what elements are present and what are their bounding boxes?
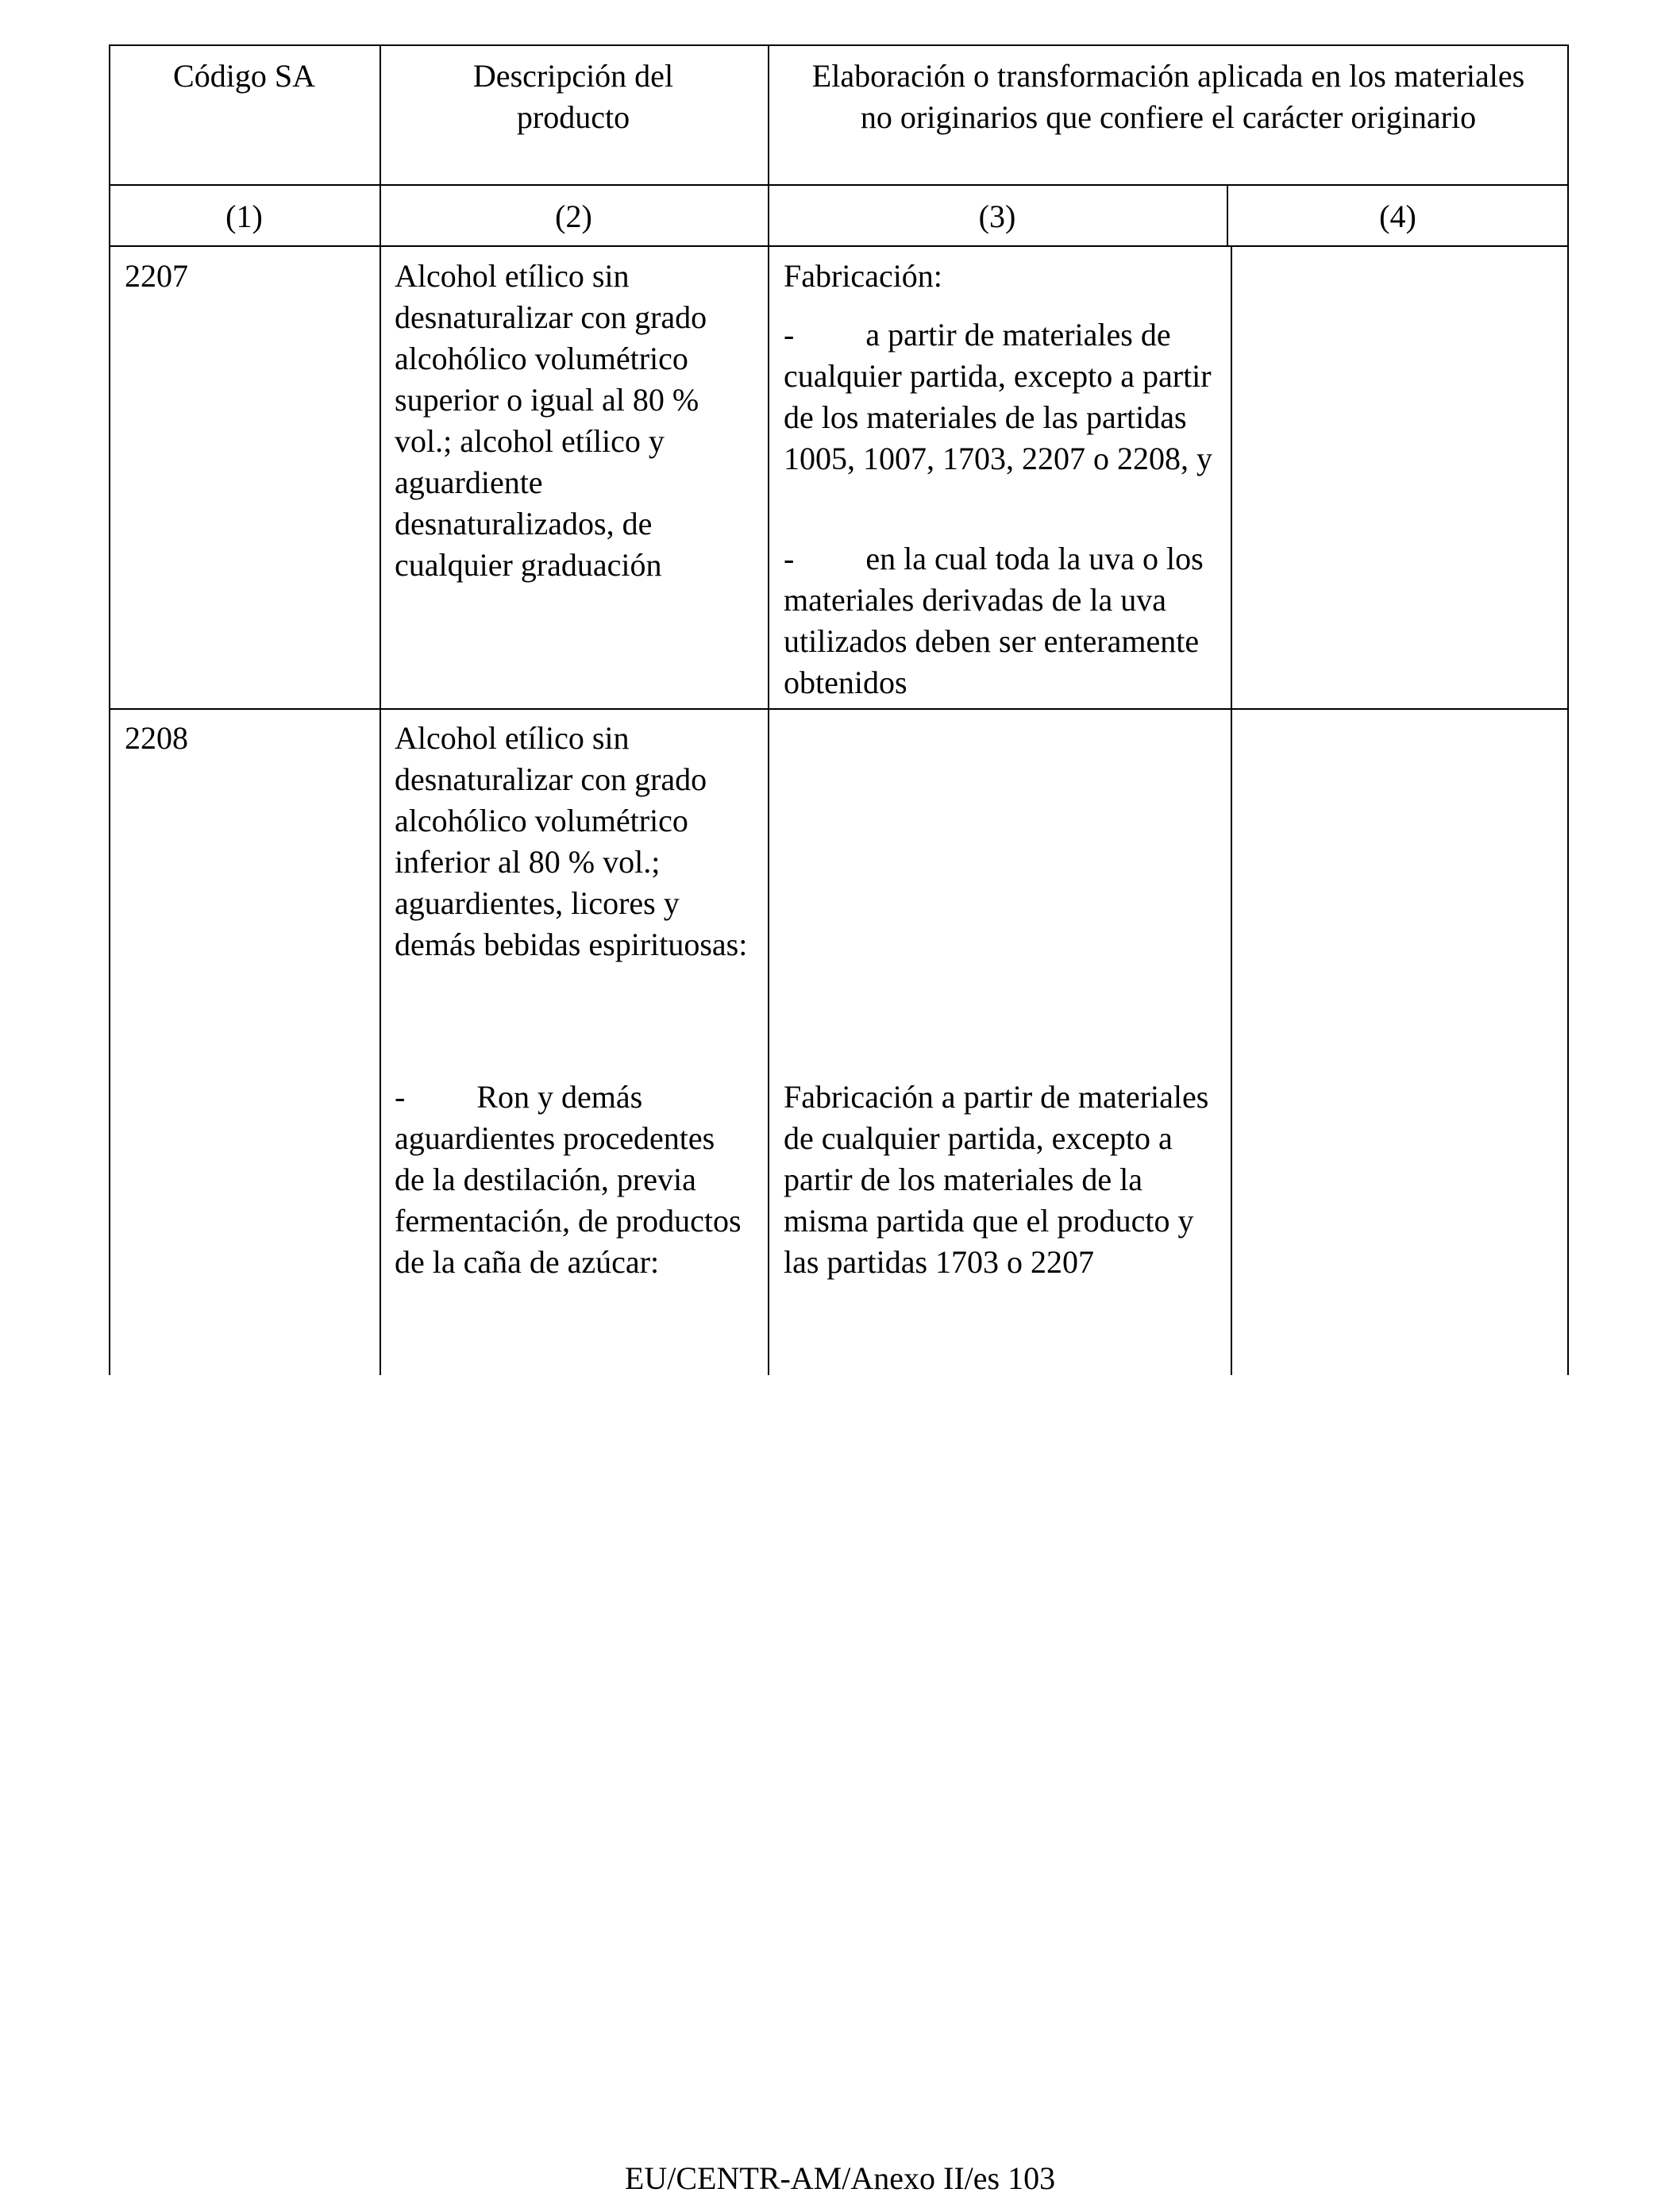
numbers-bottom-border xyxy=(109,245,1569,247)
number-col-2: (2) xyxy=(555,198,592,234)
header-elaboracion: Elaboración o transformación aplicada en los materiales no originarios que confiere el carácter originario xyxy=(811,58,1525,135)
row-2207-rule-item-2 xyxy=(784,538,1216,703)
table-top-border xyxy=(109,44,1569,46)
col-divider-1-2 xyxy=(380,44,381,1375)
dash-bullet: - xyxy=(395,1079,406,1115)
table-left-border xyxy=(109,44,110,1375)
row-2208-description: Alcohol etílico sin desnaturalizar con grado alcohólico volumétrico inferior al 80 % vol.; aguardientes, licores y demás bebidas espirituosas: xyxy=(395,720,748,962)
header-bottom-border xyxy=(109,184,1569,186)
table-right-border xyxy=(1567,44,1569,1375)
header-descripcion: Descripción del producto xyxy=(472,58,674,135)
row-2208-sub-description xyxy=(395,1077,752,1283)
row-2207-code: 2207 xyxy=(125,258,188,294)
number-col-4: (4) xyxy=(1379,198,1416,234)
rules-of-origin-table xyxy=(109,44,1569,1375)
row-2207-bottom-border xyxy=(109,708,1569,710)
row-2208-rule: Fabricación a partir de materiales de cualquier partida, excepto a partir de los materiales de la misma partida que el producto y las partidas 1703 o 2207 xyxy=(784,1079,1209,1280)
rule-item-text: a partir de materiales de cualquier partida, excepto a partir de los materiales de las partidas 1005, 1007, 1703, 2207 o 2208, y xyxy=(784,317,1212,476)
col-divider-2-3 xyxy=(768,44,769,1375)
page-footer: EU/CENTR-AM/Anexo II/es 103 xyxy=(624,2160,1056,2196)
row-2207-rule-item-1 xyxy=(784,314,1216,480)
rule-item-text: en la cual toda la uva o los materiales derivadas de la uva utilizados deben ser enteramente obtenidos xyxy=(784,541,1204,700)
header-codigo-sa: Código SA xyxy=(173,58,315,94)
dash-bullet: - xyxy=(784,317,795,353)
row-2207-rule-intro: Fabricación: xyxy=(784,258,942,294)
number-col-1: (1) xyxy=(225,198,263,234)
row-2208-code: 2208 xyxy=(125,720,188,756)
row-2207-description: Alcohol etílico sin desnaturalizar con grado alcohólico volumétrico superior o igual al 80 % vol.; alcohol etílico y aguardiente desnaturalizados, de cualquier graduación xyxy=(395,258,707,583)
number-col-3: (3) xyxy=(978,198,1016,234)
dash-bullet: - xyxy=(784,541,795,576)
sub-description-text: Ron y demás aguardientes procedentes de la destilación, previa fermentación, de productos de la caña de azúcar: xyxy=(395,1079,742,1280)
col-divider-3-4-body xyxy=(1231,245,1232,1375)
